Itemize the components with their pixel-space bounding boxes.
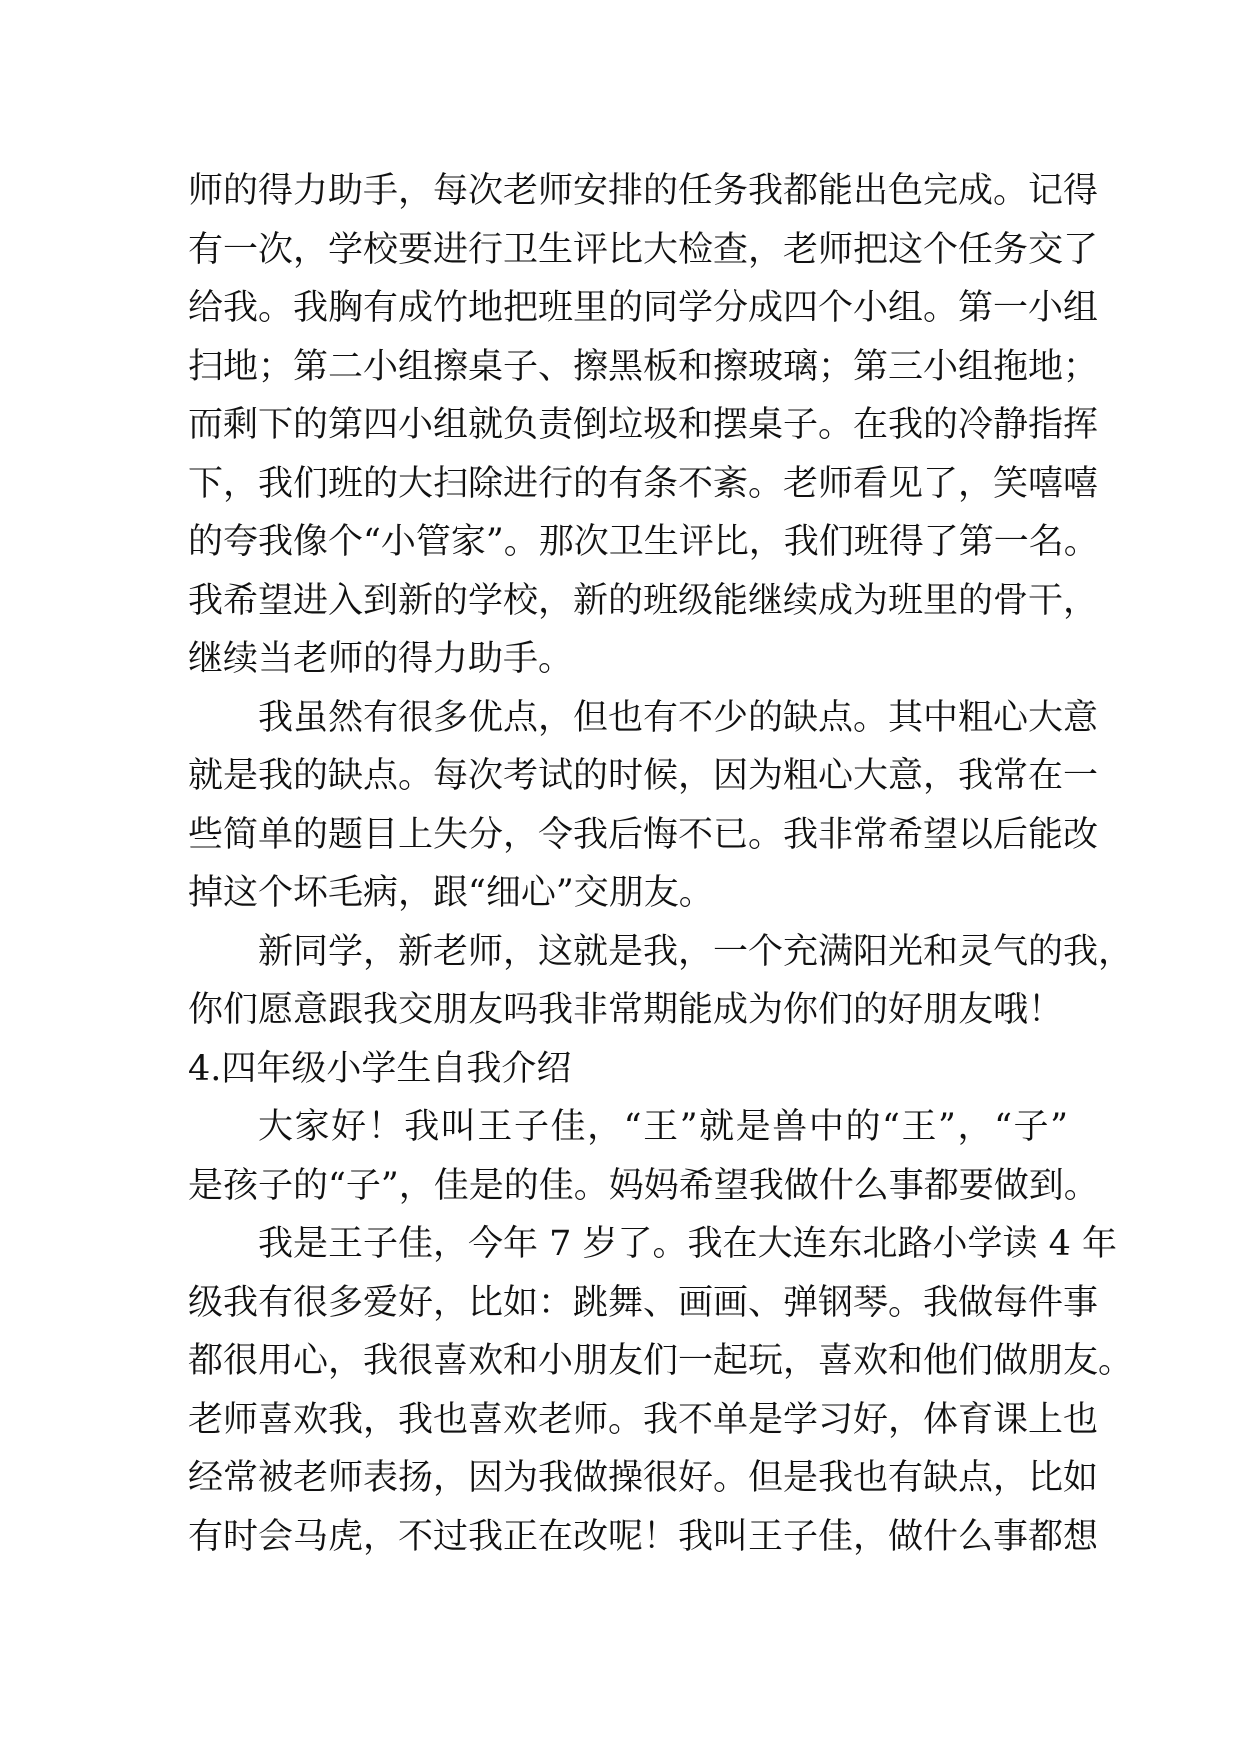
text-line: 级我有很多爱好，比如：跳舞、画画、弹钢琴。我做每件事 (188, 1282, 1099, 1323)
text-line: 老师喜欢我，我也喜欢老师。我不单是学习好，体育课上也 (188, 1399, 1099, 1440)
text-line: 给我。我胸有成竹地把班里的同学分成四个小组。第一小组 (188, 288, 1099, 328)
text-line: 是孩子的“子”，佳是的佳。妈妈希望我做什么事都要做到。 (188, 1165, 1099, 1206)
paragraph-first-line: 大家好！我叫王子佳，“王”就是兽中的“王”，“子” (258, 1107, 1068, 1147)
paragraph-first-line: 我是王子佳，今年 7 岁了。我在大连东北路小学读 4 年 (258, 1224, 1118, 1264)
text-line: 你们愿意跟我交朋友吗我非常期能成为你们的好朋友哦！ (188, 990, 1064, 1030)
text-line: 有时会马虎，不过我正在改呢！我叫王子佳，做什么事都想 (188, 1516, 1099, 1557)
text-line: 就是我的缺点。每次考试的时候，因为粗心大意，我常在一 (188, 756, 1099, 796)
text-line: 我希望进入到新的学校，新的班级能继续成为班里的骨干， (188, 580, 1099, 621)
text-line: 而剩下的第四小组就负责倒垃圾和摆桌子。在我的冷静指挥 (188, 405, 1099, 445)
document-body (188, 162, 1134, 1566)
text-line: 都很用心，我很喜欢和小朋友们一起玩，喜欢和他们做朋友。 (188, 1341, 1134, 1381)
text-line: 扫地；第二小组擦桌子、擦黑板和擦玻璃；第三小组拖地； (188, 346, 1099, 387)
paragraph-first-line: 我虽然有很多优点，但也有不少的缺点。其中粗心大意 (258, 697, 1099, 738)
text-line: 继续当老师的得力助手。 (188, 639, 574, 679)
paragraph-first-line: 新同学，新老师，这就是我，一个充满阳光和灵气的我， (258, 931, 1134, 972)
text-line: 有一次，学校要进行卫生评比大检查，老师把这个任务交了 (188, 229, 1099, 270)
text-line: 经常被老师表扬，因为我做操很好。但是我也有缺点，比如 (188, 1458, 1099, 1498)
text-line: 掉这个坏毛病，跟“细心”交朋友。 (188, 873, 714, 913)
text-line: 的夸我像个“小管家”。那次卫生评比，我们班得了第一名。 (188, 522, 1099, 562)
text-line: 些简单的题目上失分，令我后悔不已。我非常希望以后能改 (188, 814, 1099, 855)
section-heading: 4.四年级小学生自我介绍 (188, 1048, 572, 1089)
text-line: 下，我们班的大扫除进行的有条不紊。老师看见了，笑嘻嘻 (188, 463, 1099, 504)
text-line: 师的得力助手，每次老师安排的任务我都能出色完成。记得 (188, 171, 1099, 211)
